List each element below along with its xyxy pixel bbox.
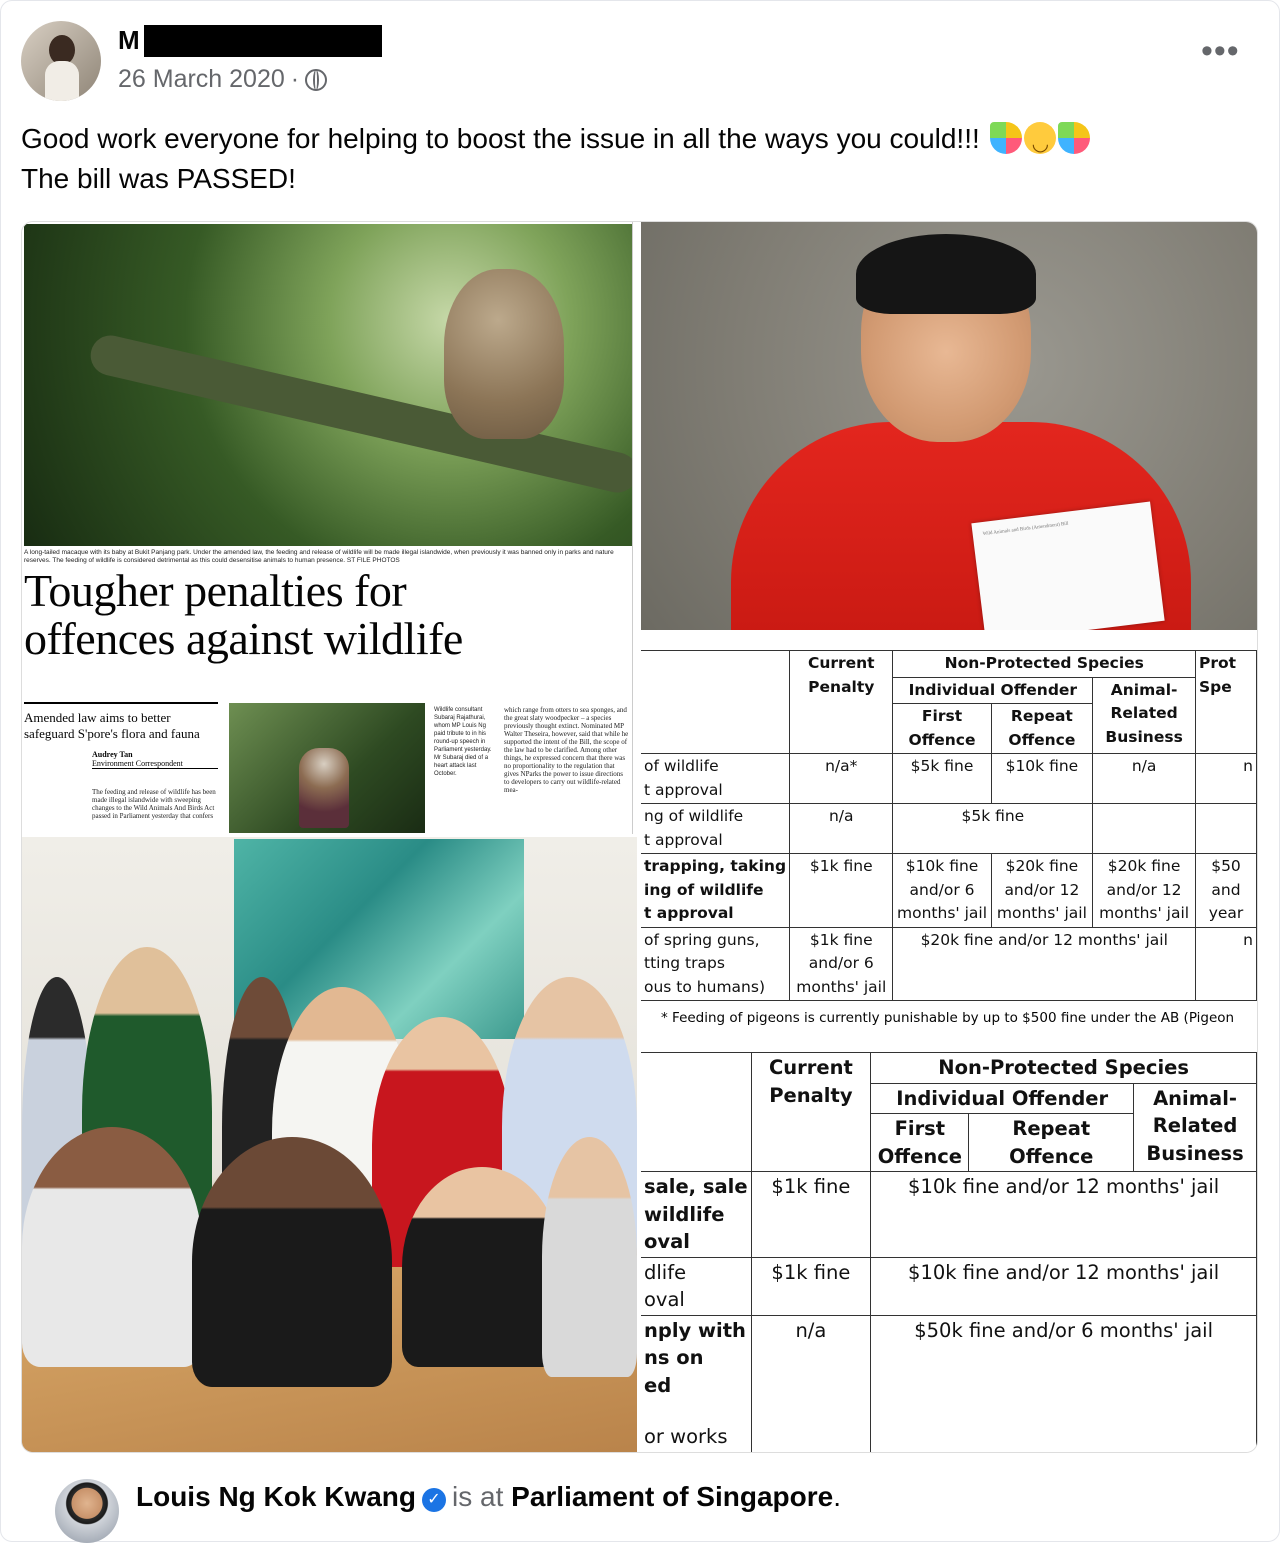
- more-options-icon[interactable]: •••: [1201, 32, 1240, 70]
- macaque-photo: [24, 224, 632, 546]
- penalty-table-1: [641, 650, 1257, 1001]
- article-photo-caption: Wildlife consultant Subaraj Rajathurai, whom MP Louis Ng paid tribute to in his round-up speech in Parliament yesterday. Mr Subaraj died of a heart attack last October.: [434, 707, 492, 777]
- penalty-table-2: [641, 1052, 1257, 1452]
- checkin-avatar[interactable]: [55, 1479, 119, 1543]
- smile-emoji: [1024, 122, 1056, 154]
- header-first-offence: First Offence: [893, 704, 991, 754]
- table-row: of spring guns, tting traps ous to humans) $1k fine and/or 6 months' jail $20k fine and/or 12 months' jail n: [641, 927, 1257, 1001]
- table-row: dlife oval $1k fine $10k fine and/or 12 months' jail: [641, 1257, 1257, 1315]
- header-non-protected: Non-Protected Species: [871, 1053, 1257, 1084]
- checkin-author-link[interactable]: Louis Ng Kok Kwang: [136, 1481, 416, 1512]
- party-popper-emoji: [990, 122, 1022, 154]
- author-avatar[interactable]: [21, 21, 101, 101]
- post-text-line1: Good work everyone for helping to boost the issue in all the ways you could!!!: [21, 123, 980, 154]
- photo-collage: [21, 221, 1258, 1453]
- meta-separator: ·: [290, 65, 300, 93]
- verified-badge-icon: ✓: [422, 1488, 446, 1512]
- article-body-column: The feeding and release of wildlife has been made illegal islandwide with sweeping changes to the Wild Animals And Birds Act passed in Parliament yesterday that confers: [92, 788, 216, 820]
- article-body-column: which range from otters to sea sponges, and the great slaty woodpecker – a species previously thought extinct. Nominated MP Walter Theseira, however, said that while he supported the intent of the Bill, the scope of the law had to be clarified. Among other things, he expressed concern that there was no proportionality to the regulation that gives NParks the power to issue directions to developers to carry out wildlife-related mea-: [504, 706, 629, 794]
- post-date[interactable]: 26 March 2020: [118, 65, 285, 93]
- author-name[interactable]: M: [118, 25, 140, 55]
- article-subhead: Amended law aims to better safeguard S'pore's flora and fauna: [24, 702, 218, 742]
- header-repeat-offence: Repeat Offence: [969, 1114, 1134, 1172]
- table-row: ng of wildlife t approval n/a $5k fine: [641, 804, 1257, 854]
- photo-caption: A long-tailed macaque with its baby at Bukit Panjang park. Under the amended law, the feeding and release of wildlife will be made illegal islandwide, when previously it was banned only in parks and nature reserves. The feeding of wildlife is considered detrimental as this could desensitise animals to human presence. ST FILE PHOTOS: [24, 549, 614, 564]
- table-footnote: * Feeding of pigeons is currently punishable by up to $500 fine under the AB (Pigeon: [661, 1010, 1235, 1026]
- post-meta: [118, 65, 327, 94]
- article-byline: Audrey Tan Environment Correspondent: [92, 750, 218, 769]
- post-text-line2: The bill was PASSED!: [21, 163, 296, 194]
- article-headline: Tougher penalties for offences against wildlife: [24, 565, 463, 664]
- checkin-place-link[interactable]: Parliament of Singapore: [511, 1481, 834, 1512]
- header-individual: Individual Offender: [871, 1083, 1134, 1114]
- group-photo[interactable]: [22, 837, 637, 1452]
- shared-checkin: [51, 1479, 1251, 1529]
- table-row: of wildlife t approval n/a* $5k fine $10k fine n/a n: [641, 754, 1257, 804]
- header-individual: Individual Offender: [893, 677, 1093, 704]
- post-text: [21, 119, 1251, 199]
- header-current-penalty: Current Penalty: [751, 1053, 871, 1172]
- header-protected: Prot Spe: [1196, 651, 1257, 754]
- table-row: sale, sale wildlife oval $1k fine $10k fine and/or 12 months' jail: [641, 1172, 1257, 1258]
- header-animal-related: Animal-Related Business: [1134, 1083, 1257, 1172]
- header-animal-related: Animal-Related Business: [1093, 677, 1196, 754]
- portrait-photo[interactable]: [641, 222, 1257, 630]
- bill-document: Wild Animals and Birds (Amendment) Bill: [971, 501, 1164, 630]
- redacted-name-bar: [144, 25, 382, 57]
- subaraj-photo: [229, 703, 425, 833]
- penalty-tables-image[interactable]: [641, 634, 1257, 1452]
- header-first-offence: First Offence: [871, 1114, 969, 1172]
- table-row: trapping, taking ing of wildlife t approval $1k fine $10k fine and/or 6 months' jail $20k fine and/or 12 months' jail $20k fine and/or 12 months' jail $50 and year: [641, 854, 1257, 928]
- header-current-penalty: Current Penalty: [790, 651, 893, 754]
- newspaper-clipping-photo[interactable]: [22, 222, 633, 834]
- header-repeat-offence: Repeat Offence: [991, 704, 1093, 754]
- checkin-text: Louis Ng Kok Kwang ✓ is at Parliament of Singapore.: [136, 1481, 841, 1512]
- checkin-verb: is at: [452, 1481, 504, 1512]
- party-popper-emoji: [1058, 122, 1090, 154]
- header-non-protected: Non-Protected Species: [893, 651, 1196, 678]
- globe-icon[interactable]: [305, 69, 327, 91]
- table-row: nply with ns on ed or works n/a $50k fine and/or 6 months' jail: [641, 1315, 1257, 1452]
